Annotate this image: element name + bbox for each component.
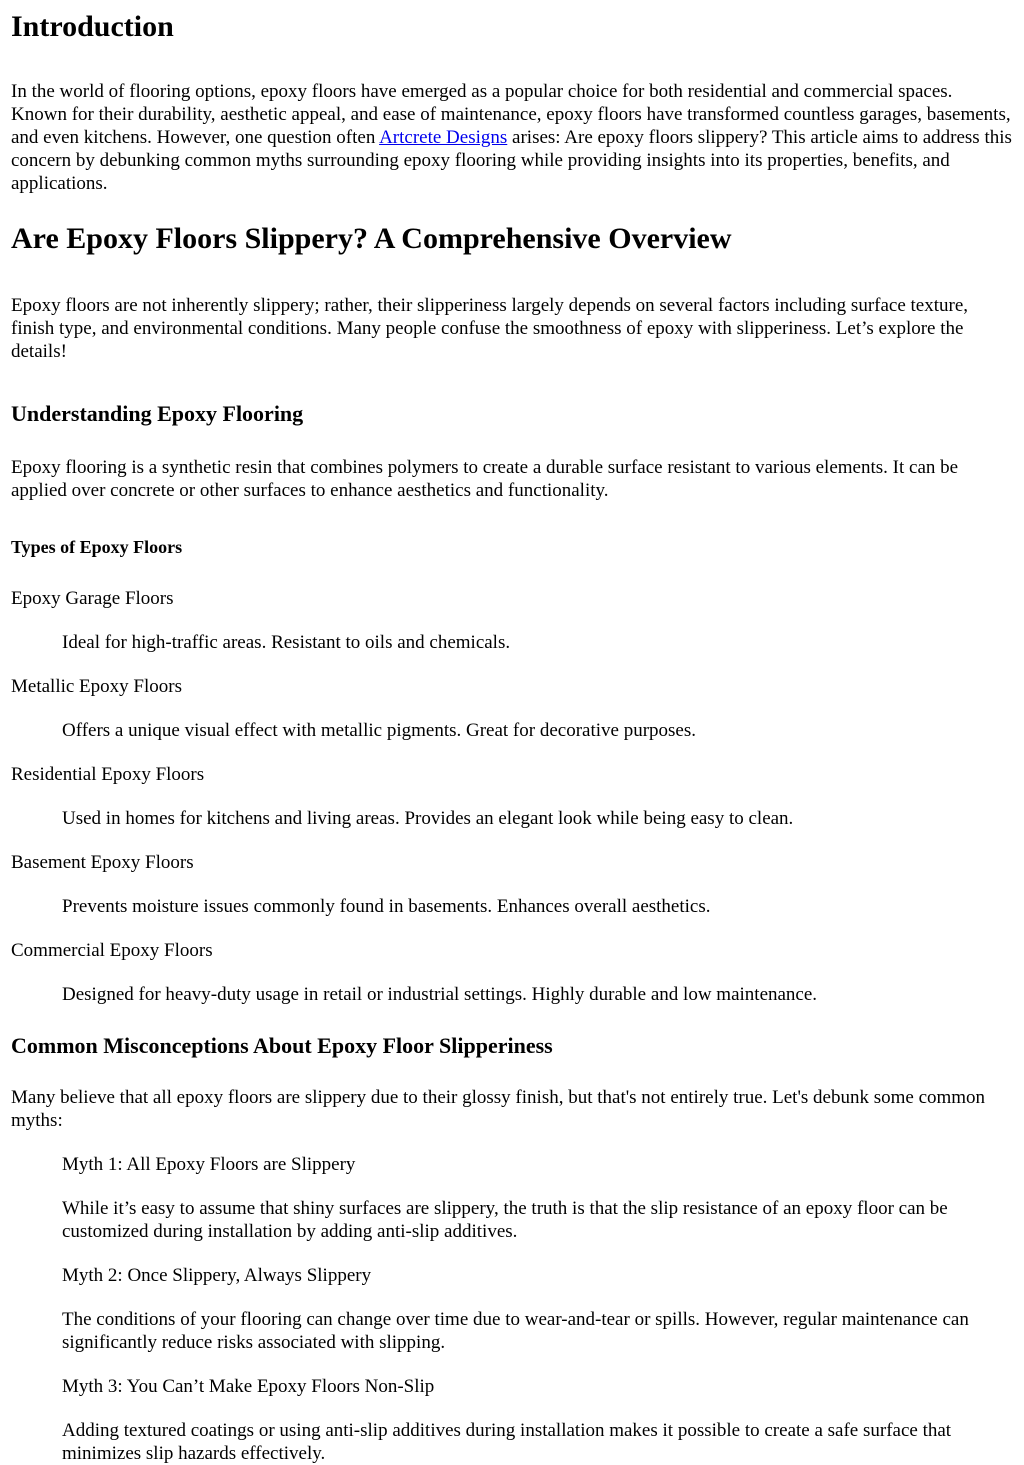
type-description: Used in homes for kitchens and living areas. Provides an elegant look while being easy to clean.: [62, 808, 794, 829]
type-description: Ideal for high-traffic areas. Resistant to oils and chemicals.: [62, 632, 511, 653]
intro-text-before-link: In the world of flooring options, epoxy floors have emerged as a popular choice for both residential and commercial spaces. Known for their durability, aesthetic appeal, and ease of maintenance, epoxy floors have transformed countless garages, basements, and even kitchens. However, one question often: [11, 81, 1011, 148]
misconceptions-heading: Common Misconceptions About Epoxy Floor Slipperiness: [11, 1033, 553, 1058]
types-heading: Types of Epoxy Floors: [11, 537, 183, 557]
artcrete-designs-link[interactable]: Artcrete Designs: [379, 127, 508, 148]
type-description: Designed for heavy-duty usage in retail or industrial settings. Highly durable and low maintenance.: [62, 984, 818, 1005]
myth-body: The conditions of your flooring can change over time due to wear-and-tear or spills. However, regular maintenance can significantly reduce risks associated with slipping.: [62, 1309, 969, 1353]
myth-body: Adding textured coatings or using anti-slip additives during installation makes it possible to create a safe surface that minimizes slip hazards effectively.: [62, 1420, 952, 1464]
intro-text-after-link: arises: Are epoxy floors slippery? This article aims to address this concern by debunking common myths surrounding epoxy flooring while providing insights into its properties, benefits, and applications.: [11, 127, 1012, 194]
understanding-heading: Understanding Epoxy Flooring: [11, 401, 304, 426]
myth-title: Myth 1: All Epoxy Floors are Slippery: [62, 1154, 356, 1175]
type-term: Basement Epoxy Floors: [11, 852, 194, 873]
myth-body: While it’s easy to assume that shiny surfaces are slippery, the truth is that the slip resistance of an epoxy floor can be customized during installation by adding anti-slip additives.: [62, 1198, 948, 1242]
misconceptions-paragraph: Many believe that all epoxy floors are slippery due to their glossy finish, but that's not entirely true. Let's debunk some common myths:: [11, 1087, 986, 1131]
type-term: Residential Epoxy Floors: [11, 764, 205, 785]
types-list: [11, 587, 1013, 1006]
intro-heading: Introduction: [11, 10, 174, 43]
myth-title: Myth 2: Once Slippery, Always Slippery: [62, 1265, 372, 1286]
type-description: Offers a unique visual effect with metallic pigments. Great for decorative purposes.: [62, 720, 697, 741]
type-term: Commercial Epoxy Floors: [11, 940, 213, 961]
article: [0, 10, 1024, 1465]
type-term: Epoxy Garage Floors: [11, 588, 174, 609]
myth-title: Myth 3: You Can’t Make Epoxy Floors Non-Slip: [62, 1376, 435, 1397]
overview-heading: Are Epoxy Floors Slippery? A Comprehensive Overview: [11, 222, 732, 255]
intro-paragraph: [11, 80, 1013, 195]
overview-paragraph: Epoxy floors are not inherently slippery; rather, their slipperiness largely depends on several factors including surface texture, finish type, and environmental conditions. Many people confuse the smoothness of epoxy with slipperiness. Let’s explore the details!: [11, 295, 969, 362]
understanding-paragraph: Epoxy flooring is a synthetic resin that combines polymers to create a durable surface resistant to various elements. It can be applied over concrete or other surfaces to enhance aesthetics and functionality.: [11, 457, 959, 501]
type-term: Metallic Epoxy Floors: [11, 676, 182, 697]
myths-list: [62, 1153, 1013, 1465]
type-description: Prevents moisture issues commonly found in basements. Enhances overall aesthetics.: [62, 896, 711, 917]
